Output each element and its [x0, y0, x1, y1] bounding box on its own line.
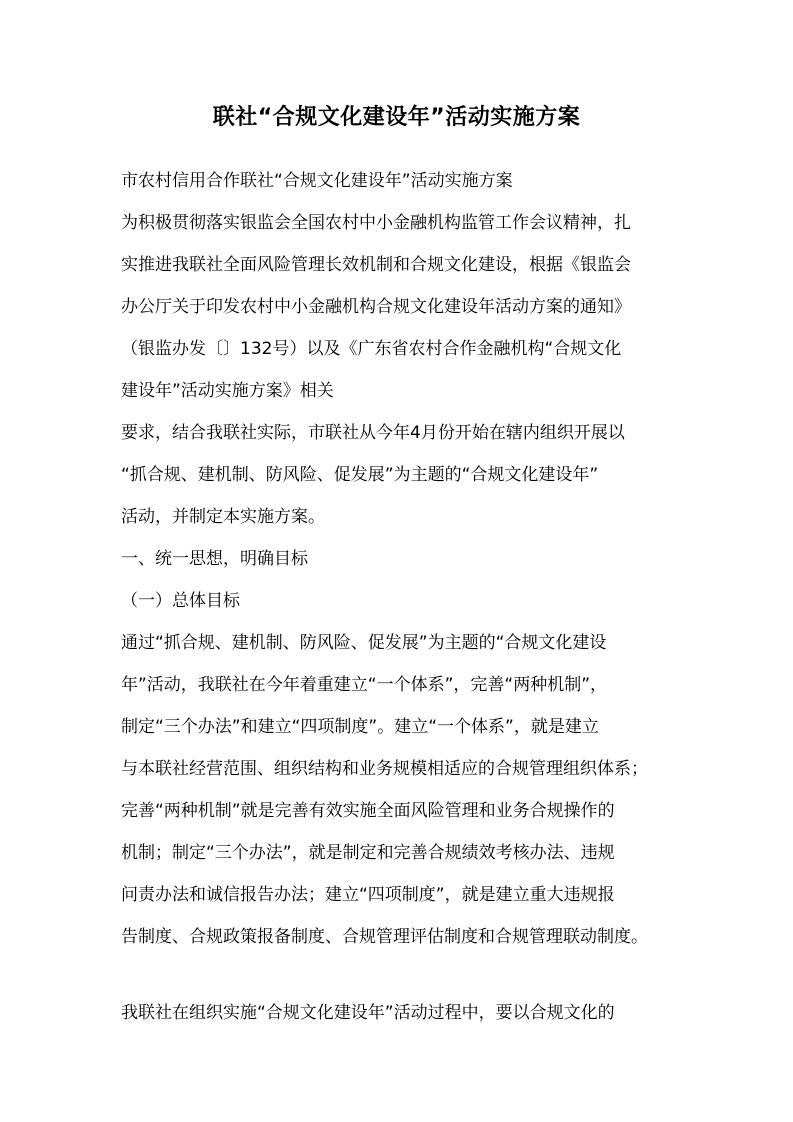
- paragraph-line: 实推进我联社全面风险管理长效机制和合规文化建设，根据《银监会: [121, 255, 631, 275]
- paragraph-line: 机制；制定“三个办法”，就是制定和完善合规绩效考核办法、违规: [121, 843, 615, 863]
- paragraph-line: 为积极贯彻落实银监会全国农村中小金融机构监管工作会议精神，扎: [121, 213, 631, 233]
- paragraph-line: 完善“两种机制”就是完善有效实施全面风险管理和业务合规操作的: [121, 801, 615, 821]
- document-paragraph-continued: [121, 992, 681, 1034]
- document-body: [121, 160, 681, 958]
- paragraph-line: 建设年”活动实施方案》相关: [121, 381, 334, 401]
- paragraph-line: “抓合规、建机制、防风险、促发展”为主题的“合规文化建设年”: [121, 465, 599, 485]
- paragraph-line: 办公厅关于印发农村中小金融机构合规文化建设年活动方案的通知》: [121, 297, 631, 317]
- subtitle-line: 市农村信用合作联社“合规文化建设年”活动实施方案: [121, 171, 513, 191]
- subsection-heading: （一）总体目标: [121, 591, 240, 611]
- paragraph-line: 告制度、合规政策报备制度、合规管理评估制度和合规管理联动制度。: [121, 927, 648, 947]
- section-heading: 一、统一思想，明确目标: [121, 549, 308, 569]
- paragraph-line: 我联社在组织实施“合规文化建设年”活动过程中，要以合规文化的: [121, 1003, 615, 1023]
- paragraph-line: 通过“抓合规、建机制、防风险、促发展”为主题的“合规文化建设: [121, 633, 607, 653]
- document-title: 联社“合规文化建设年”活动实施方案: [212, 105, 581, 130]
- paragraph-line: 制定“三个办法”和建立“四项制度”。建立“一个体系”，就是建立: [121, 717, 599, 737]
- paragraph-line: 与本联社经营范围、组织结构和业务规模相适应的合规管理组织体系；: [121, 759, 648, 779]
- paragraph-line: 活动，并制定本实施方案。: [121, 507, 325, 527]
- paragraph-line: 年”活动，我联社在今年着重建立“一个体系”，完善“两种机制”，: [121, 675, 608, 695]
- paragraph-line: 要求，结合我联社实际，市联社从今年4月份开始在辖内组织开展以: [121, 423, 625, 443]
- paragraph-line: （银监办发〔〕132号）以及《广东省农村合作金融机构“合规文化: [121, 339, 622, 359]
- paragraph-line: 问责办法和诚信报告办法；建立“四项制度”，就是建立重大违规报: [121, 885, 615, 905]
